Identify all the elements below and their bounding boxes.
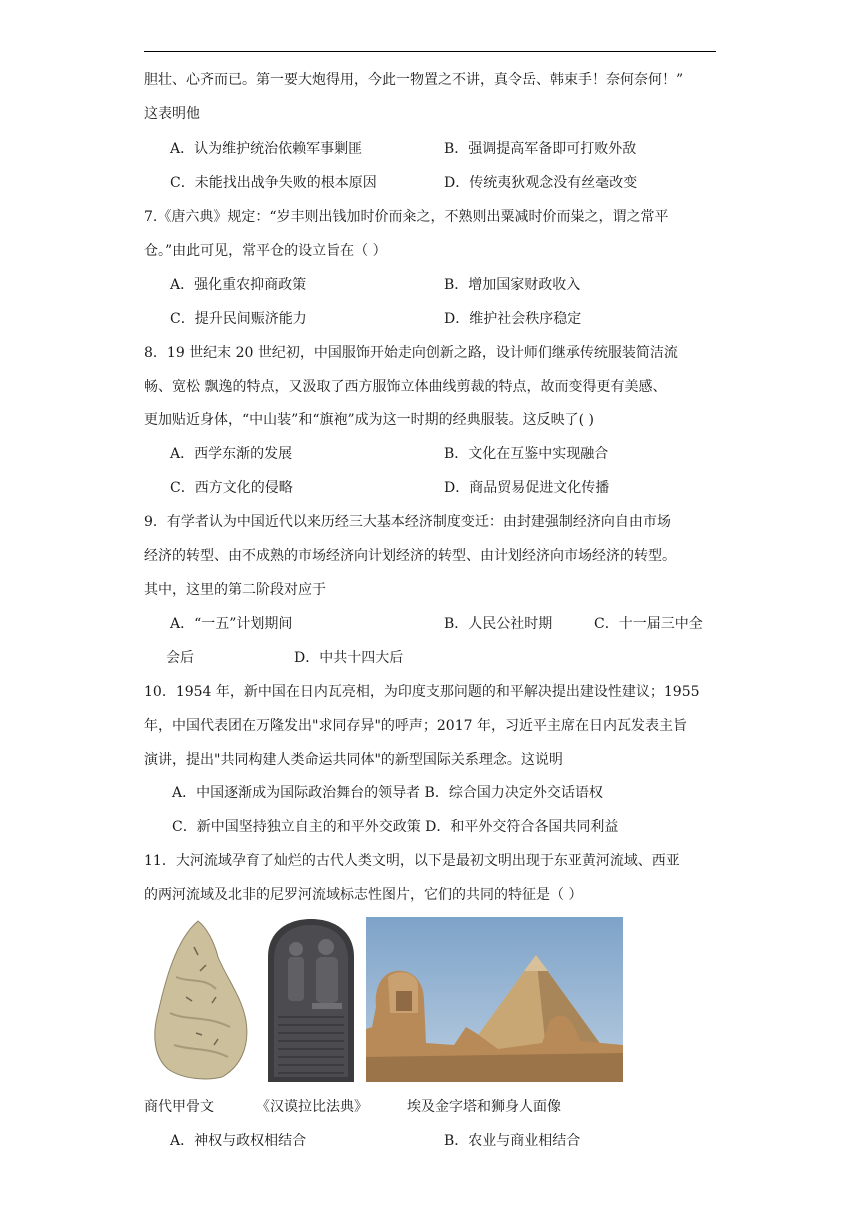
q7-option-a[interactable]: A．强化重农抑商政策	[170, 277, 307, 293]
q11-option-a[interactable]: A．神权与政权相结合	[170, 1133, 307, 1149]
q9-option-c[interactable]: C．十一届三中全	[594, 616, 703, 632]
caption-pyramid: 埃及金字塔和狮身人面像	[407, 1099, 561, 1115]
q9-option-b[interactable]: B．人民公社时期	[444, 616, 553, 632]
q7-option-d[interactable]: D．维护社会秩序稳定	[444, 311, 582, 327]
q8-stem-line-2: 畅、宽松 飘逸的特点，又汲取了西方服饰立体曲线剪裁的特点，故而变得更有美感、	[144, 379, 667, 395]
q8-option-a[interactable]: A．西学东渐的发展	[170, 446, 293, 462]
q7-stem-line-1: 7.《唐六典》规定：“岁丰则出钱加时价而籴之，不熟则出粟减时价而粜之，谓之常平	[144, 209, 669, 225]
q11-option-b[interactable]: B．农业与商业相结合	[444, 1133, 581, 1149]
q10-stem-line-2: 年，中国代表团在万隆发出"求同存异"的呼声；2017 年，习近平主席在日内瓦发表主旨	[144, 718, 687, 734]
q7-option-b[interactable]: B．增加国家财政收入	[444, 277, 581, 293]
q8-option-b[interactable]: B．文化在互鉴中实现融合	[444, 446, 609, 462]
q8-option-c[interactable]: C．西方文化的侵略	[170, 480, 293, 496]
q10-options-ab[interactable]: A．中国逐渐成为国际政治舞台的领导者 B．综合国力决定外交话语权	[172, 785, 603, 801]
q6-option-b[interactable]: B．强调提高军备即可打败外敌	[444, 141, 637, 157]
q10-stem-line-3: 演讲，提出"共同构建人类命运共同体"的新型国际关系理念。这说明	[144, 752, 563, 768]
q7-stem-line-2: 仓。”由此可见，常平仓的设立旨在（ ）	[144, 243, 387, 259]
q9-stem-line-1: 9．有学者认为中国近代以来历经三大基本经济制度变迁：由封建强制经济向自由市场	[144, 514, 671, 530]
pyramid-sphinx-image	[366, 917, 623, 1082]
q9-option-d[interactable]: D．中共十四大后	[294, 650, 404, 666]
header-rule	[144, 51, 716, 52]
q11-stem-line-1: 11．大河流域孕育了灿烂的古代人类文明，以下是最初文明出现于东亚黄河流域、西亚	[144, 853, 680, 869]
q9-option-a[interactable]: A．“一五”计划期间	[170, 616, 293, 632]
caption-oracle-bone: 商代甲骨文	[144, 1099, 214, 1115]
q7-option-c[interactable]: C．提升民间赈济能力	[170, 311, 307, 327]
q6-stem-line-2: 这表明他	[144, 106, 200, 122]
q9-stem-line-3: 其中，这里的第二阶段对应于	[144, 582, 326, 598]
q6-option-c[interactable]: C．未能找出战争失败的根本原因	[170, 175, 377, 191]
hammurabi-stele-image	[260, 917, 362, 1082]
caption-hammurabi: 《汉谟拉比法典》	[256, 1099, 368, 1115]
oracle-bone-image	[146, 917, 256, 1082]
q10-stem-line-1: 10．1954 年，新中国在日内瓦亮相，为印度支那问题的和平解决提出建设性建议；1955	[144, 684, 700, 700]
q8-option-d[interactable]: D．商品贸易促进文化传播	[444, 480, 610, 496]
q10-options-cd[interactable]: C．新中国坚持独立自主的和平外交政策 D．和平外交符合各国共同利益	[172, 819, 619, 835]
q8-stem-line-3: 更加贴近身体，“中山装”和“旗袍”成为这一时期的经典服装。这反映了( )	[144, 412, 595, 428]
q6-stem-line-1: 胆壮、心齐而已。第一要大炮得用，今此一物置之不讲，真令岳、韩束手！奈何奈何！”	[144, 72, 684, 88]
q9-option-c-cont: 会后	[166, 650, 194, 666]
q6-option-d[interactable]: D．传统夷狄观念没有丝毫改变	[444, 175, 638, 191]
q11-stem-line-2: 的两河流域及北非的尼罗河流域标志性图片，它们的共同的特征是（ ）	[144, 887, 583, 903]
q8-stem-line-1: 8．19 世纪末 20 世纪初，中国服饰开始走向创新之路，设计师们继承传统服装简洁流	[144, 345, 678, 361]
q6-option-a[interactable]: A．认为维护统治依赖军事剿匪	[170, 141, 363, 157]
q9-stem-line-2: 经济的转型、由不成熟的市场经济向计划经济的转型、由计划经济向市场经济的转型。	[144, 548, 676, 564]
